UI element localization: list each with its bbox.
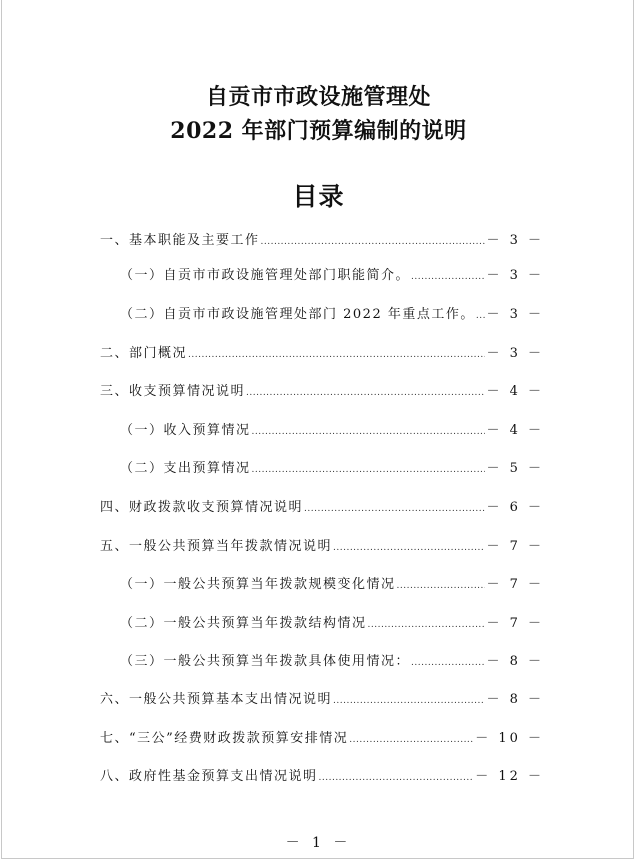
toc-entry-page: － 3 － [486, 307, 544, 322]
toc-entry-label: （一）自贡市市政设施管理处部门职能简介。 [120, 268, 411, 283]
toc-entry[interactable] [100, 765, 544, 785]
document-title-line1: 自贡市市政设施管理处 [205, 84, 431, 110]
toc-heading: 目录 [292, 182, 345, 211]
toc-leader [188, 350, 485, 360]
toc-leader [252, 427, 486, 437]
toc-entry[interactable] [100, 342, 544, 362]
toc-leader [319, 773, 475, 783]
toc-leader [333, 696, 485, 706]
toc-entry-label: 四、财政拨款收支预算情况说明 [100, 500, 304, 515]
toc-entry-label: （二）支出预算情况 [120, 461, 251, 476]
toc-leader [304, 504, 485, 514]
toc-entry-label: 六、一般公共预算基本支出情况说明 [100, 692, 333, 707]
toc-leader [411, 658, 485, 668]
toc-entry-label: 七、“三公”经费财政拨款预算安排情况 [100, 731, 349, 746]
toc-entry[interactable] [100, 727, 544, 747]
toc-entry-page: － 6 － [486, 500, 544, 515]
toc-leader [476, 311, 486, 321]
toc-entry[interactable] [120, 650, 544, 670]
toc-leader [246, 388, 485, 398]
toc-entry-page: － 4 － [486, 423, 544, 438]
toc-entry[interactable] [100, 535, 544, 555]
toc-entry-page: － 4 － [486, 384, 544, 399]
toc-entry-page: － 3 － [486, 268, 544, 283]
toc-entry-page: － 12 － [475, 769, 544, 784]
toc-entry-page: － 8 － [486, 654, 544, 669]
toc-entry-label: （一）收入预算情况 [120, 423, 251, 438]
toc-entry-page: － 7 － [486, 577, 544, 592]
toc-entry-page: － 3 － [486, 233, 544, 248]
toc-entry-page: － 5 － [486, 461, 544, 476]
toc-leader [349, 735, 474, 745]
toc-entry[interactable] [100, 380, 544, 400]
toc-leader [397, 581, 486, 591]
toc-entry[interactable] [100, 496, 544, 516]
toc-leader [252, 465, 486, 475]
toc-entry-label: 八、政府性基金预算支出情况说明 [100, 769, 318, 784]
toc-leader [333, 543, 485, 553]
toc-entry-label: 三、收支预算情况说明 [100, 384, 246, 399]
toc-entry-page: － 7 － [486, 539, 544, 554]
toc-entry-label: 一、基本职能及主要工作 [100, 233, 260, 248]
toc-entry[interactable] [120, 457, 544, 477]
toc-entry-page: － 8 － [486, 692, 544, 707]
page-number: － 1 － [285, 835, 352, 851]
toc-leader [261, 237, 486, 247]
toc-entry[interactable] [120, 419, 544, 439]
toc-leader [368, 620, 486, 630]
toc-leader [411, 272, 485, 282]
toc-entry-label: 二、部门概况 [100, 346, 188, 361]
toc-entry-label: （二）自贡市市政设施管理处部门 2022 年重点工作。 [120, 307, 475, 322]
toc-entry-page: － 10 － [475, 731, 544, 746]
toc-entry-label: （二）一般公共预算当年拨款结构情况 [120, 616, 367, 631]
document-title-line2: 2022 年部门预算编制的说明 [170, 118, 467, 144]
toc-entry[interactable] [100, 229, 544, 249]
toc-entry-label: 五、一般公共预算当年拨款情况说明 [100, 539, 333, 554]
toc-entry[interactable] [120, 573, 544, 593]
toc-entry[interactable] [100, 688, 544, 708]
toc-entry[interactable] [120, 264, 544, 284]
toc-entry-label: （一）一般公共预算当年拨款规模变化情况 [120, 577, 396, 592]
toc-entry[interactable] [120, 612, 544, 632]
toc-entry[interactable] [120, 303, 544, 323]
toc-entry-label: （三）一般公共预算当年拨款具体使用情况： [120, 654, 411, 669]
toc-entry-page: － 3 － [486, 346, 544, 361]
toc-entry-page: － 7 － [486, 616, 544, 631]
